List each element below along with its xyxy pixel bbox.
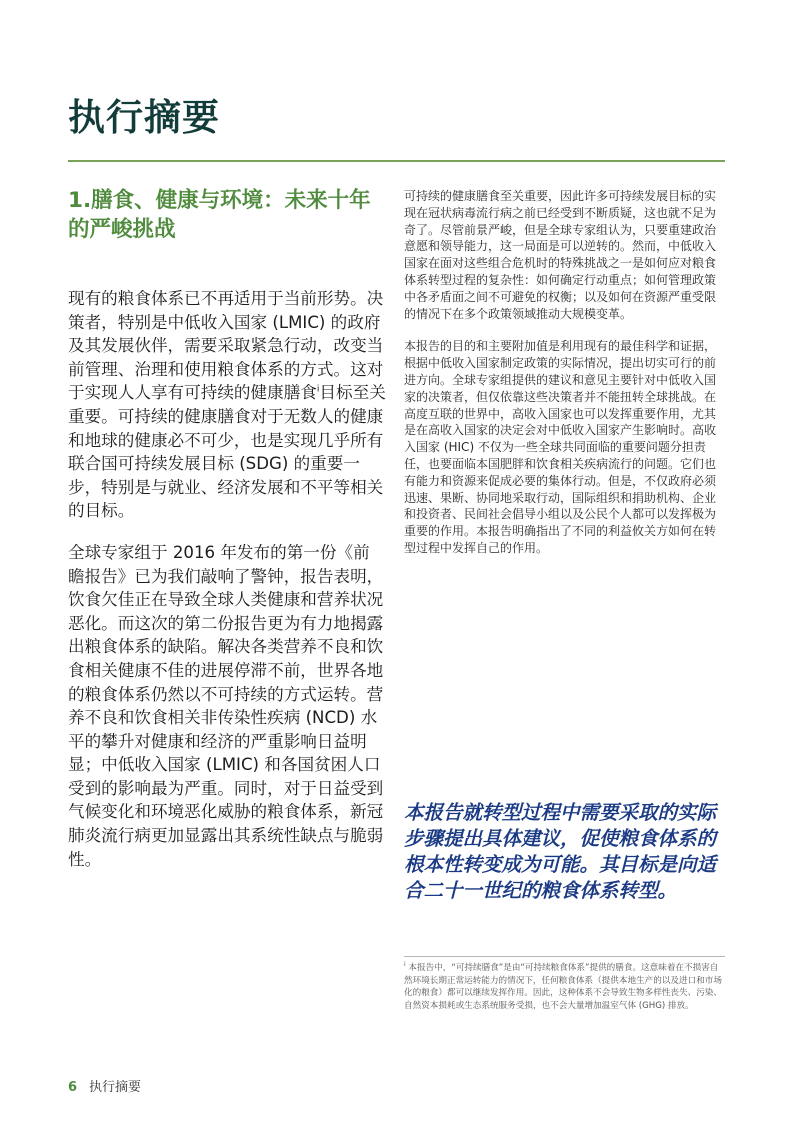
right-column bbox=[404, 188, 725, 573]
page-title: 执行摘要 bbox=[68, 96, 220, 139]
title-divider bbox=[68, 160, 725, 162]
left-paragraph-1-text-b: 目标至关重要。可持续的健康膳食对于无数人的健康和地球的健康必不可少，也是实现几乎所有联合国可持续发展目标 (SDG) 的重要一步，特别是与就业、经济发展和不平等相关的目标。 bbox=[68, 383, 386, 521]
left-paragraph-2: 全球专家组于 2016 年发布的第一份《前瞻报告》已为我们敲响了警钟，报告表明，饮食欠佳正在导致全球人类健康和营养状况恶化。而这次的第二份报告更为有力地揭露出粮食体系的缺陷。解决各类营养不良和饮食相关健康不佳的进展停滞不前，世界各地的粮食体系仍然以不可持续的方式运转。营养不良和饮食相关非传染性疾病 (NCD) 水平的攀升对健康和经济的严重影响日益明显；中低收入国家 (LMIC) 和各国贫困人口受到的影响最为严重。同时，对于日益受到气候变化和环境恶化威胁的粮食体系，新冠肺炎流行病更加显露出其系统性缺点与脆弱性。 bbox=[68, 542, 384, 869]
left-paragraph-1-text-a: 现有的粮食体系已不再适用于当前形势。决策者，特别是中低收入国家 (LMIC) 的政府及其发展伙伴，需要采取紧急行动，改变当前管理、治理和使用粮食体系的方式。这对于实现人人享有可持续的健康膳食 bbox=[68, 289, 384, 403]
callout-quote: 本报告就转型过程中需要采取的实际步骤提出具体建议，促使粮食体系的根本性转变成为可能。其目标是向适合二十一世纪的粮食体系转型。 bbox=[404, 801, 717, 902]
footnote-divider bbox=[404, 956, 725, 957]
left-paragraph-1 bbox=[68, 287, 386, 523]
footnote bbox=[404, 962, 725, 1012]
footnote-reference: i bbox=[316, 384, 320, 395]
section-heading: 1.膳食、健康与环境：未来十年的严峻挑战 bbox=[68, 188, 371, 242]
footnote-marker: i bbox=[404, 961, 406, 969]
footer-section-label: 执行摘要 bbox=[89, 1080, 142, 1095]
page-number: 6 bbox=[68, 1080, 78, 1095]
left-column bbox=[68, 287, 386, 889]
page-footer bbox=[68, 1076, 141, 1095]
right-paragraph-1: 可持续的健康膳食至关重要，因此许多可持续发展目标的实现在冠状病毒流行病之前已经受到不断质疑，这也就不足为奇了。尽管前景严峻，但是全球专家组认为，只要重建政治意愿和领导能力，这一局面是可以逆转的。然而，中低收入国家在面对这些组合危机时的特殊挑战之一是如何应对粮食体系转型过程的复杂性：如何确定行动重点；如何管理政策中各矛盾面之间不可避免的权衡；以及如何在资源严重受限的情况下在多个政策领域推动大规模变革。 bbox=[404, 189, 717, 321]
right-paragraph-2: 本报告的目的和主要附加值是利用现有的最佳科学和证据，根据中低收入国家制定政策的实际情况，提出切实可行的前进方向。全球专家组提供的建议和意见主要针对中低收入国家的决策者，但仅依靠这些决策者并不能扭转全球挑战。在高度互联的世界中，高收入国家也可以发挥重要作用，尤其是在高收入国家的决定会对中低收入国家产生影响时。高收入国家 (HIC) 不仅为一些全球共同面临的重要问题分担责任，也要面临本国肥胖和饮食相关疾病流行的问题。它们也有能力和资源来促成必要的集体行动。但是，不仅政府必须迅速、果断、协同地采取行动，国际组织和捐助机构、企业和投资者、民间社会倡导小组以及公民个人都可以发挥极为重要的作用。本报告明确指出了不同的利益攸关方如何在转型过程中发挥自己的作用。 bbox=[404, 339, 717, 555]
footnote-text: 本报告中，“可持续膳食”是由“可持续粮食体系”提供的膳食。这意味着在不损害自然环境长期正常运转能力的情况下，任何粮食体系（提供本地生产的以及进口和市场化的粮食）都可以继续发挥作用。因此，这种体系不会导致生物多样性丧失、污染、自然资本损耗或生态系统服务受损，也不会大量增加温室气体 (GHG) 排放。 bbox=[404, 963, 722, 1011]
